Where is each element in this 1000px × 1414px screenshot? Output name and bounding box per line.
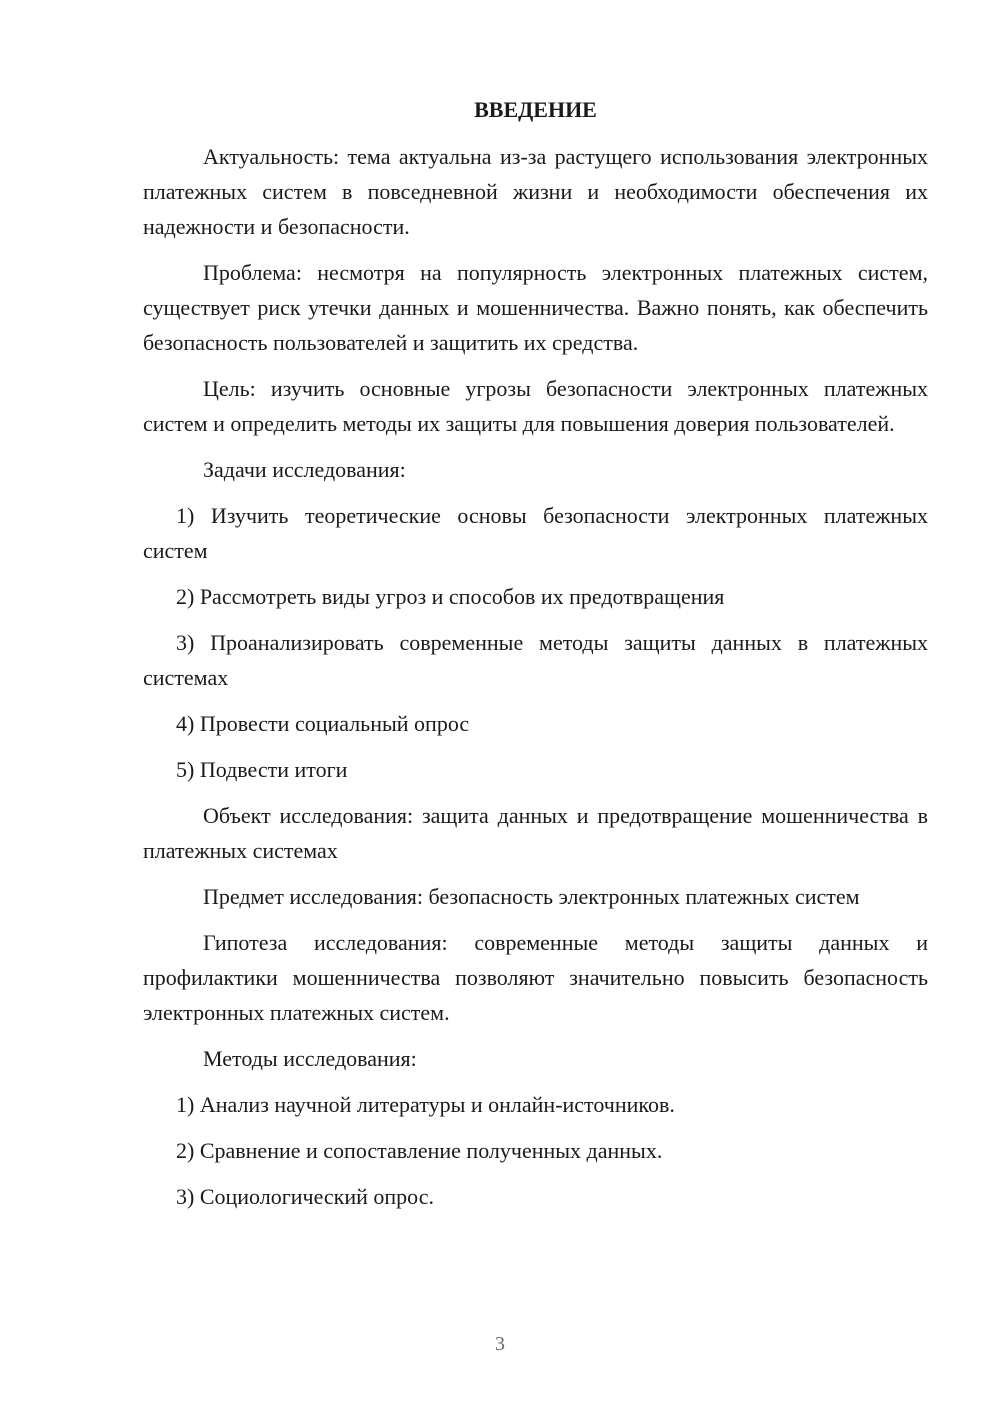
task-item-4: 4) Провести социальный опрос (176, 711, 470, 736)
method-item-2: 2) Сравнение и сопоставление полученных данных. (176, 1138, 663, 1163)
tasks-heading: Задачи исследования: (203, 457, 406, 482)
method-item-3: 3) Социологический опрос. (176, 1184, 434, 1209)
relevance-paragraph: Актуальность: тема актуальна из-за растущего использования электронных платежных систем в повседневной жизни и необходимости обеспечения их надежности и безопасности. (143, 144, 928, 239)
problem-paragraph: Проблема: несмотря на популярность электронных платежных систем, существует риск утечки данных и мошенничества. Важно понять, как обеспечить безопасность пользователей и защитить их средства. (143, 260, 928, 355)
methods-heading: Методы исследования: (203, 1046, 417, 1071)
goal-paragraph: Цель: изучить основные угрозы безопасности электронных платежных систем и определить методы их защиты для повышения доверия пользователей. (143, 376, 928, 436)
hypothesis-paragraph: Гипотеза исследования: современные методы защиты данных и профилактики мошенничества позволяют значительно повысить безопасность электронных платежных систем. (143, 930, 928, 1025)
subject-paragraph: Предмет исследования: безопасность электронных платежных систем (203, 884, 860, 909)
page-content (143, 92, 928, 1225)
section-title: ВВЕДЕНИЕ (474, 97, 597, 122)
task-item-2: 2) Рассмотреть виды угроз и способов их предотвращения (176, 584, 725, 609)
task-item-5: 5) Подвести итоги (176, 757, 348, 782)
method-item-1: 1) Анализ научной литературы и онлайн-источников. (176, 1092, 675, 1117)
object-paragraph: Объект исследования: защита данных и предотвращение мошенничества в платежных системах (143, 803, 928, 863)
page-number: 3 (495, 1333, 505, 1355)
task-item-3: 3) Проанализировать современные методы защиты данных в платежных системах (143, 630, 928, 690)
task-item-1: 1) Изучить теоретические основы безопасности электронных платежных систем (143, 503, 928, 563)
